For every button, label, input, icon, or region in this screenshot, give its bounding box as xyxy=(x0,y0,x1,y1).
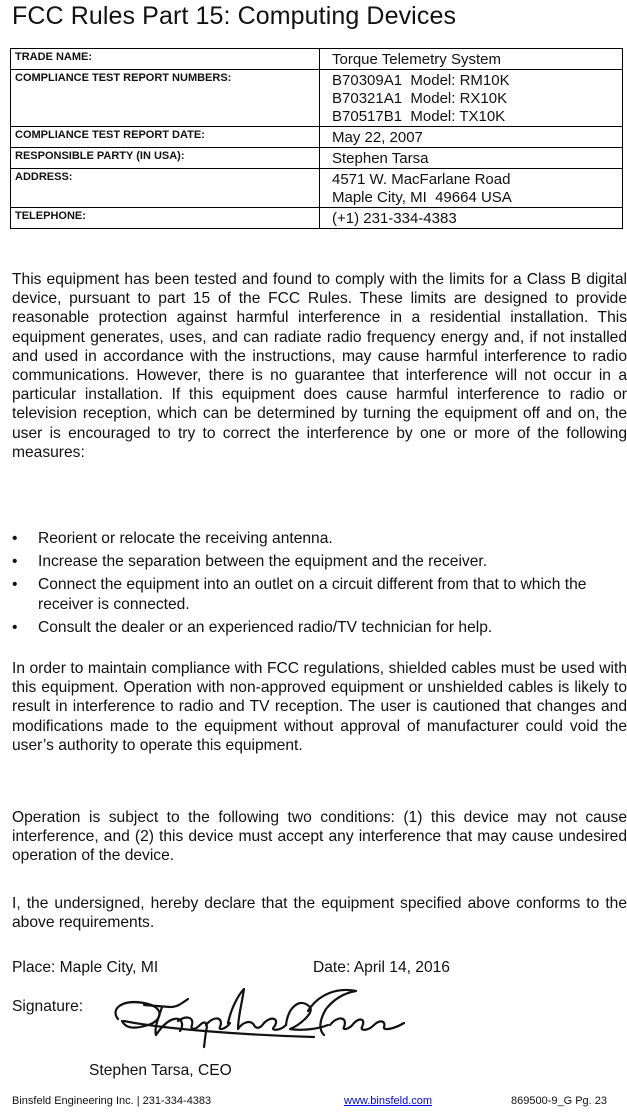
declaration: I, the undersigned, hereby declare that the equipment specified above conforms to the above requirements. xyxy=(12,895,627,932)
info-label: COMPLIANCE TEST REPORT DATE: xyxy=(11,127,320,148)
info-value xyxy=(320,49,623,70)
info-value-line: B70309A1 Model: RM10K xyxy=(332,72,510,89)
operating-conditions: Operation is subject to the following two conditions: (1) this device may not cause interference, and (2) this device must accept any interference that may cause undesired operation of the device. xyxy=(12,809,627,865)
bullet-icon: • xyxy=(12,553,18,571)
info-row xyxy=(11,169,623,208)
info-label: TELEPHONE: xyxy=(11,208,320,229)
info-value-line: (+1) 231-334-4383 xyxy=(332,210,457,227)
info-value-line: May 22, 2007 xyxy=(332,129,423,146)
info-label: RESPONSIBLE PARTY (IN USA): xyxy=(11,148,320,169)
info-table-body xyxy=(11,49,623,229)
info-value-line: 4571 W. MacFarlane Road xyxy=(332,171,511,188)
info-value-line: Stephen Tarsa xyxy=(332,150,429,167)
info-value xyxy=(320,208,623,229)
info-value xyxy=(320,127,623,148)
info-value xyxy=(320,169,623,208)
measure-text: Consult the dealer or an experienced radio/TV technician for help. xyxy=(38,618,493,636)
compliance-statement: This equipment has been tested and found to comply with the limits for a Class B digital device, pursuant to part 15 of the FCC Rules. These limits are designed to provide reasonable protection against harmful interference in a residential installation. This equipment generates, uses, and can radiate radio frequency energy and, if not installed and used in accordance with the instructions, may cause harmful interference to radio communications. However, there is no guarantee that interference will not occur in a particular installation. If this equipment does cause harmful interference to radio or television reception, which can be determined by turning the equipment off and on, the user is encouraged to try to correct the interference by one or more of the following measures: xyxy=(12,271,627,461)
handwritten-signature xyxy=(104,985,409,1057)
bullet-icon: • xyxy=(12,576,18,594)
footer-website-link[interactable]: www.binsfeld.com xyxy=(344,1095,433,1107)
place-line: Place: Maple City, MI xyxy=(12,959,159,976)
info-value-line: B70321A1 Model: RX10K xyxy=(332,90,508,107)
info-row xyxy=(11,127,623,148)
info-value-line: Torque Telemetry System xyxy=(332,51,501,68)
info-value-line: Maple City, MI 49664 USA xyxy=(332,189,512,206)
info-row xyxy=(11,148,623,169)
measure-text: Connect the equipment into an outlet on a circuit different from that to which the receiver is connected. xyxy=(38,576,587,613)
corrective-measures-list xyxy=(12,529,627,641)
date-line: Date: April 14, 2016 xyxy=(313,959,450,976)
bullet-icon: • xyxy=(12,618,18,636)
footer-doc-page: 869500-9_G Pg. 23 xyxy=(511,1095,608,1107)
shielded-cables-notice: In order to maintain compliance with FCC regulations, shielded cables must be used with this equipment. Operation with non-approved equipment or unshielded cables is likely to result in interference to radio and TV reception. The user is cautioned that changes and modifications made to the equipment without approval of manufacturer could void the user’s authority to operate this equipment. xyxy=(12,660,627,754)
info-row xyxy=(11,208,623,229)
list-item xyxy=(12,575,627,613)
bullet-icon: • xyxy=(12,530,18,547)
measure-text: Reorient or relocate the receiving antenna. xyxy=(38,530,333,547)
list-item xyxy=(12,529,627,548)
page-title: FCC Rules Part 15: Computing Devices xyxy=(12,2,457,30)
info-label: TRADE NAME: xyxy=(11,49,320,70)
compliance-info-table xyxy=(10,48,623,229)
signatory-name: Stephen Tarsa, CEO xyxy=(89,1062,232,1079)
list-item xyxy=(12,618,627,637)
list-item xyxy=(12,552,627,571)
info-value xyxy=(320,70,623,127)
info-value xyxy=(320,148,623,169)
info-label: COMPLIANCE TEST REPORT NUMBERS: xyxy=(11,70,320,127)
info-value-line: B70517B1 Model: TX10K xyxy=(332,108,506,125)
measure-text: Increase the separation between the equipment and the receiver. xyxy=(38,553,488,571)
info-row xyxy=(11,70,623,127)
info-row xyxy=(11,49,623,70)
footer-company: Binsfeld Engineering Inc. | 231-334-4383 xyxy=(12,1095,212,1107)
signature-label: Signature: xyxy=(12,998,84,1015)
info-label: ADDRESS: xyxy=(11,169,320,208)
